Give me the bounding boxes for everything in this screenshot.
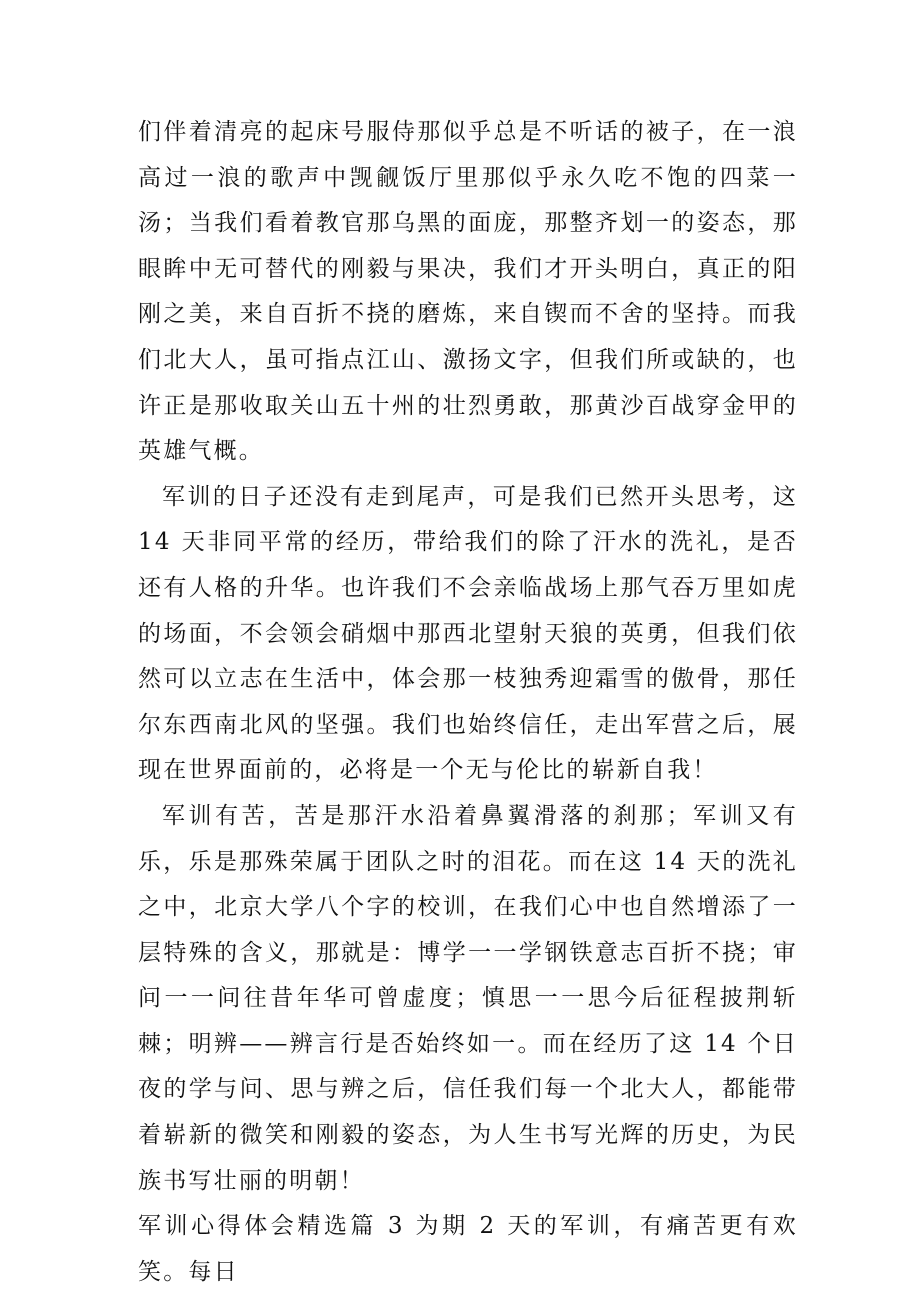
paragraph-3: 军训有苦，苦是那汗水沿着鼻翼滑落的刹那；军训又有乐，乐是那殊荣属于团队之时的泪花。而在这 14 天的洗礼之中，北京大学八个字的校训，在我们心中也自然增添了一层特殊的含义，那就是：博学一一学钢铁意志百折不挠；审问一一问往昔年华可曾虚度；慎思一一思今后征程披荆斩棘；明辨——辨言行是否始终如一。而在经历了这 14 个日夜的学与问、思与辨之后，信任我们每一个北大人，都能带着崭新的微笑和刚毅的姿态，为人生书写光辉的历史，为民族书写壮丽的明朝！ <box>138 802 798 1194</box>
paragraph-4: 军训心得体会精选篇 3 为期 2 天的军训，有痛苦更有欢笑。每日 <box>138 1213 798 1285</box>
paragraph-1: 们伴着清亮的起床号服侍那似乎总是不听话的被子，在一浪高过一浪的歌声中觊觎饭厅里那似乎永久吃不饱的四菜一汤；当我们看着教官那乌黑的面庞，那整齐划一的姿态，那眼眸中无可替代的刚毅与果决，我们才开头明白，真正的阳刚之美，来自百折不挠的磨炼，来自锲而不舍的坚持。而我们北大人，虽可指点江山、激扬文字，但我们所或缺的，也许正是那收取关山五十州的壮烈勇敢，那黄沙百战穿金甲的英雄气概。 <box>138 119 798 465</box>
paragraph-2: 军训的日子还没有走到尾声，可是我们已然开头思考，这 14 天非同平常的经历，带给我们的除了汗水的洗礼，是否还有人格的升华。也许我们不会亲临战场上那气吞万里如虎的场面，不会领会硝烟中那西北望射天狼的英勇，但我们依然可以立志在生活中，体会那一枝独秀迎霜雪的傲骨，那任尔东西南北风的坚强。我们也始终信任，走出军营之后，展现在世界面前的，必将是一个无与伦比的崭新自我！ <box>138 483 798 784</box>
document-body <box>138 110 798 1295</box>
